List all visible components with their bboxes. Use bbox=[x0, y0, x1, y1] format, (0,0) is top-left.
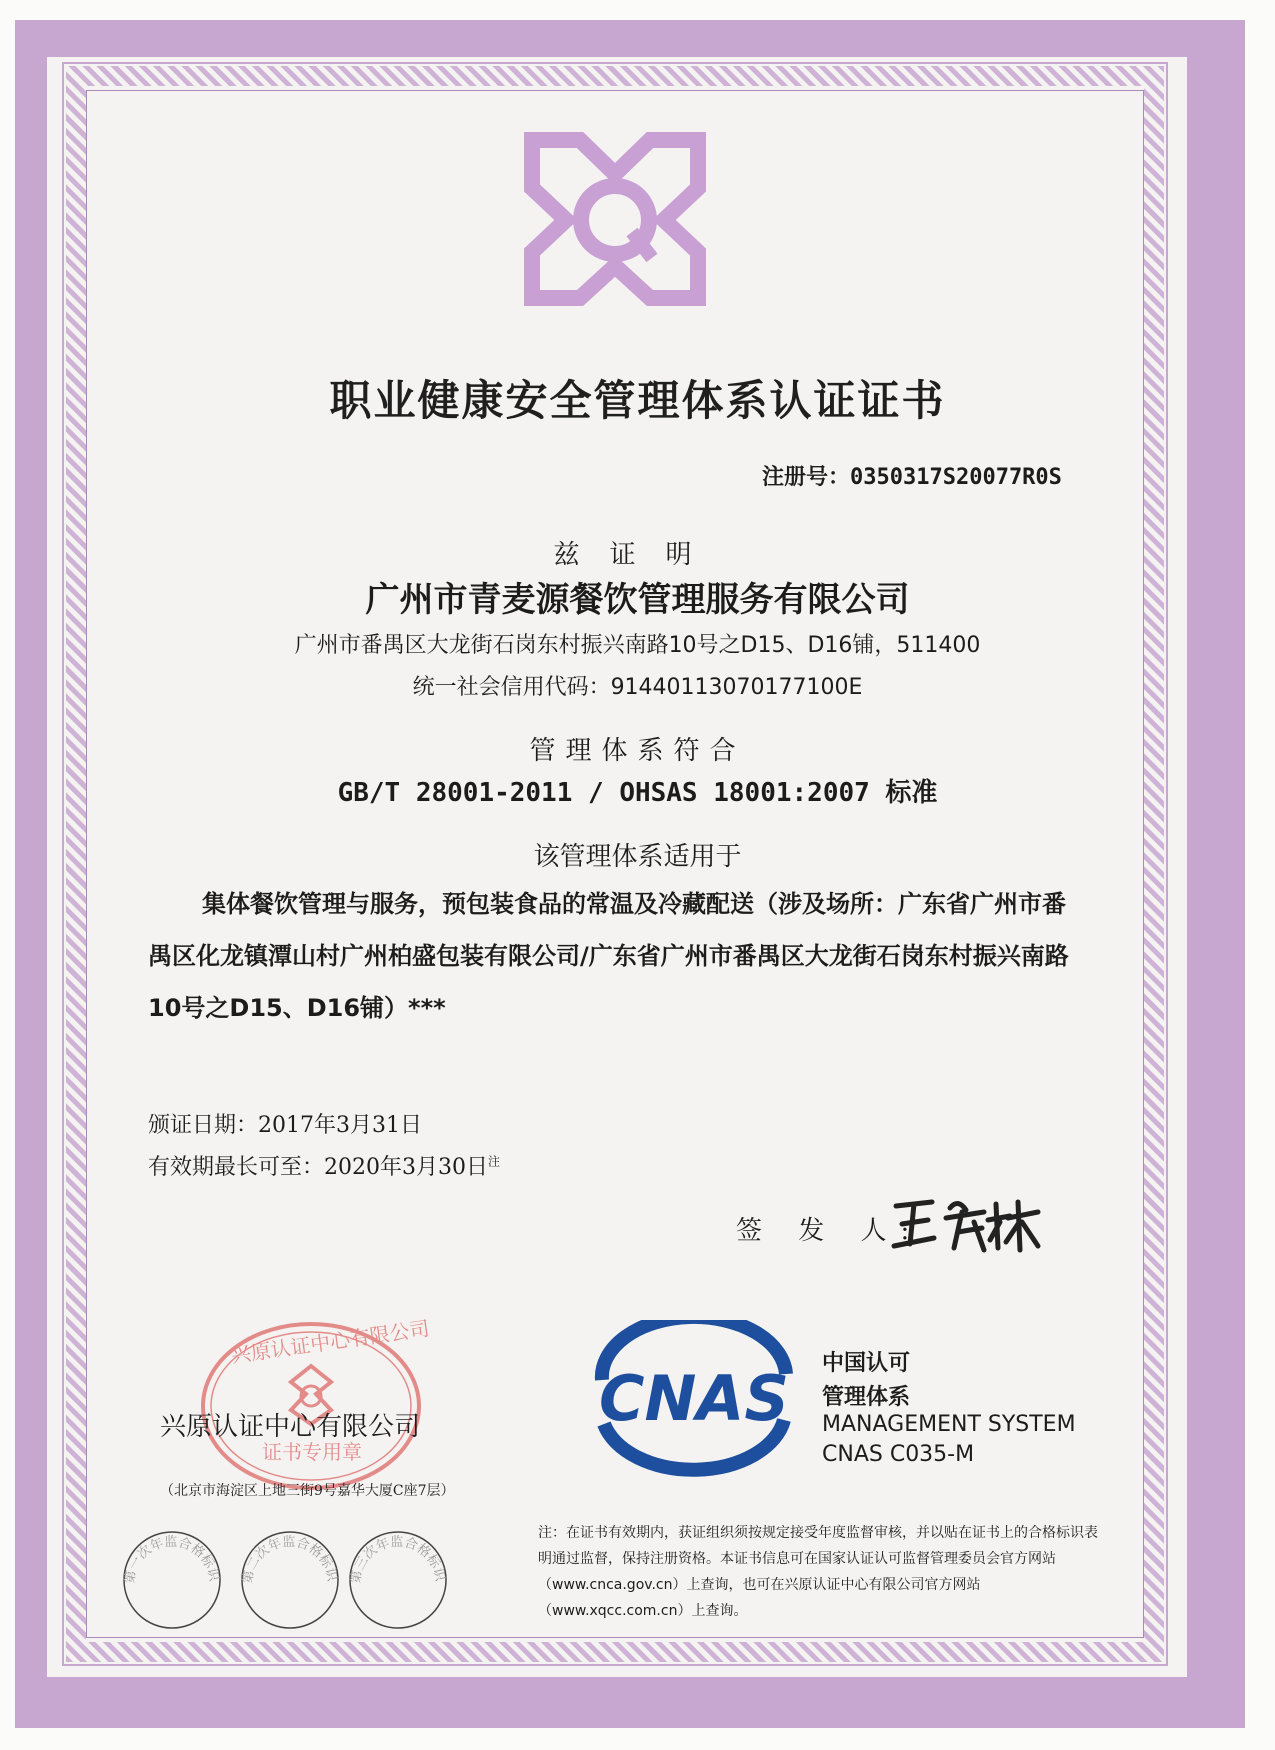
annual-stamp-3-text: 第三次年监合格标识 bbox=[348, 1534, 448, 1585]
company-name: 广州市青麦源餐饮管理服务有限公司 bbox=[365, 580, 910, 620]
standard-reference: GB/T 28001-2011 / OHSAS 18001:2007 标准 bbox=[337, 778, 938, 808]
issuer-name: 兴原认证中心有限公司 bbox=[160, 1412, 421, 1442]
signer-label: 签 发 人: bbox=[736, 1216, 924, 1246]
annual-stamp-1-text: 第一次年监合格标识 bbox=[122, 1534, 222, 1585]
annual-stamp-circle-icon bbox=[238, 1528, 342, 1632]
cnas-line4: CNAS C035-M bbox=[822, 1442, 975, 1467]
credit-code: 统一社会信用代码：91440113070177100E bbox=[412, 675, 863, 700]
valid-until-note-mark: 注 bbox=[487, 1154, 500, 1169]
issuer-address: （北京市海淀区上地三街9号嘉华大厦C座7层） bbox=[160, 1483, 455, 1499]
xqcc-logo-icon bbox=[520, 128, 710, 310]
annual-stamp-circle-icon bbox=[346, 1528, 450, 1632]
annual-stamp-3 bbox=[346, 1528, 450, 1632]
cnas-line1: 中国认可 bbox=[822, 1351, 911, 1376]
registration-number: 注册号：0350317S20077R0S bbox=[762, 465, 1062, 490]
annual-stamp-1 bbox=[120, 1528, 224, 1632]
valid-until bbox=[148, 1150, 500, 1181]
applicable-label: 该管理体系适用于 bbox=[533, 842, 742, 872]
certify-label: 兹证明 bbox=[553, 540, 722, 570]
issue-date: 颁证日期：2017年3月31日 bbox=[148, 1113, 422, 1138]
cnas-line3: MANAGEMENT SYSTEM bbox=[822, 1412, 1076, 1437]
cnas-wordmark: CNAS bbox=[598, 1362, 790, 1435]
company-address: 广州市番禺区大龙街石岗东村振兴南路10号之D15、D16铺，511400 bbox=[294, 633, 981, 658]
conformity-label: 管理体系符合 bbox=[529, 736, 746, 766]
certificate-title: 职业健康安全管理体系认证证书 bbox=[329, 376, 946, 425]
certificate-note: 注：在证书有效期内，获证组织须按规定接受年度监督审核，并以贴在证书上的合格标识表明通过监督，保持注册资格。本证书信息可在国家认证认可监督管理委员会官方网站（www.cnca.gov.cn）上查询，也可在兴原认证中心有限公司官方网站（www.xqcc.com.cn）上查询。 bbox=[538, 1525, 1098, 1619]
annual-stamp-circle-icon bbox=[120, 1528, 224, 1632]
seal-text-bottom: 证书专用章 bbox=[262, 1440, 362, 1464]
signature-image bbox=[888, 1188, 1058, 1258]
cnas-line2: 管理体系 bbox=[822, 1385, 911, 1410]
annual-stamp-2-text: 第二次年监合格标识 bbox=[240, 1534, 340, 1585]
annual-stamp-2 bbox=[238, 1528, 342, 1632]
valid-until-text: 有效期最长可至：2020年3月30日 bbox=[148, 1155, 488, 1180]
seal-text-top: 兴原认证中心有限公司 bbox=[229, 1316, 431, 1368]
certification-scope: 集体餐饮管理与服务，预包装食品的常温及冷藏配送（涉及场所：广东省广州市番禺区化龙镇潭山村广州柏盛包装有限公司/广东省广州市番禺区大龙街石岗东村振兴南路10号之D15、D16铺）*** bbox=[148, 890, 1069, 1022]
